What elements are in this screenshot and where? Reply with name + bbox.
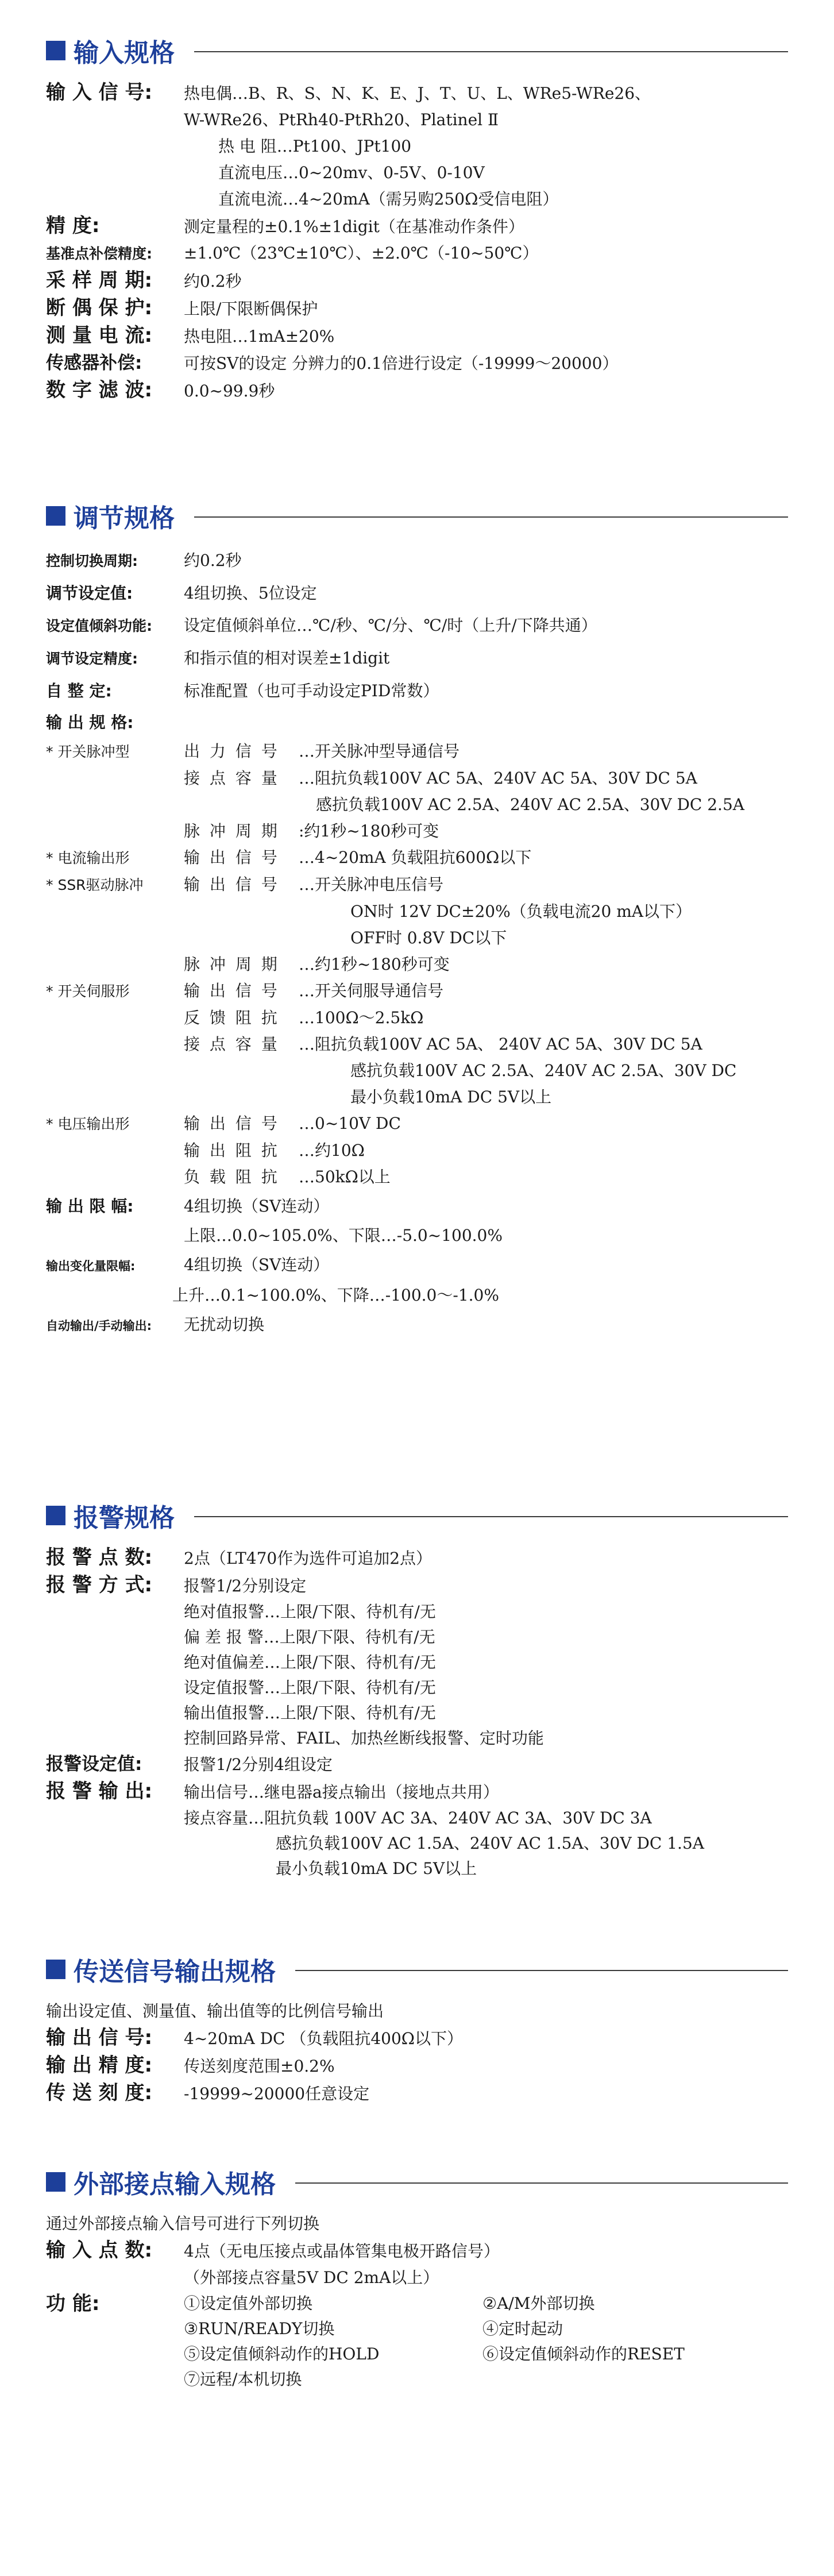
spec-label: 控制切换周期: xyxy=(46,553,138,569)
spec-value: 报警1/2分别设定 xyxy=(184,1576,307,1595)
output-type-ssr xyxy=(46,871,788,898)
output-type-voltage xyxy=(46,1110,788,1137)
sub-value-continued: 最小负载10mA DC 5V以上 xyxy=(350,1088,552,1106)
section-divider xyxy=(295,1970,788,1971)
spec-value: 约0.2秒 xyxy=(184,272,242,291)
spec-row-signal xyxy=(46,2024,788,2052)
spec-value-continued: 上升…0.1~100.0%、下降…-100.0～-1.0% xyxy=(172,1286,499,1305)
spec-row-input-signal xyxy=(46,79,788,107)
spec-value: 4点（无电压接点或晶体管集电极开路信号） xyxy=(184,2242,500,2261)
spec-label: 输 出 限 幅: xyxy=(46,1197,134,1216)
alarm-contact-capacity: 最小负载10mA DC 5V以上 xyxy=(276,1859,477,1878)
spec-label: 报 警 方 式: xyxy=(46,1574,153,1596)
spec-label: 传 送 刻 度: xyxy=(46,2081,153,2104)
sub-key: 输 出 阻 抗 xyxy=(184,1141,280,1160)
sub-value-continued: ON时 12V DC±20%（负载电流20 mA以下） xyxy=(350,902,692,921)
function-item: ⑥设定值倾斜动作的RESET xyxy=(482,2344,685,2363)
spec-value: 上限/下限断偶保护 xyxy=(184,299,318,318)
alarm-type-item: 控制回路异常、FAIL、加热丝断线报警、定时功能 xyxy=(184,1729,544,1748)
spec-value-continued: 上限…0.0~105.0%、下限…-5.0~100.0% xyxy=(184,1226,503,1245)
sub-key: 负 载 阻 抗 xyxy=(184,1167,280,1186)
spec-row-burnout xyxy=(46,295,788,322)
spec-label: 输 入 点 数: xyxy=(46,2239,153,2262)
sub-value-continued: 感抗负载100V AC 2.5A、240V AC 2.5A、30V DC xyxy=(350,1061,737,1080)
spec-row-cjc xyxy=(46,240,788,267)
sub-key: 输 出 信 号 xyxy=(184,875,280,894)
spec-row-filter xyxy=(46,377,788,404)
section-header xyxy=(46,2159,788,2205)
spec-row-sensor xyxy=(46,350,788,377)
sub-key: 接 点 容 量 xyxy=(184,1035,280,1054)
section-intro: 输出设定值、测量值、输出值等的比例信号输出 xyxy=(46,2002,384,2020)
section-square-icon xyxy=(46,2172,65,2192)
sub-row xyxy=(46,818,788,844)
sub-value: …100Ω～2.5kΩ xyxy=(299,1008,424,1027)
section-title: 外部接点输入规格 xyxy=(74,2170,276,2199)
spec-value: 4~20mA DC （负载阻抗400Ω以下） xyxy=(184,2029,464,2048)
output-type-label: * 开关脉冲型 xyxy=(46,743,130,760)
spec-label: 自动输出/手动输出: xyxy=(46,1319,152,1333)
sub-key: 反 馈 阻 抗 xyxy=(184,1008,280,1027)
alarm-type-item: 绝对值报警…上限/下限、待机有/无 xyxy=(184,1602,436,1621)
spec-label: 数 字 滤 波: xyxy=(46,379,153,402)
spec-label: 精 度: xyxy=(46,214,100,237)
sub-row xyxy=(46,1137,788,1164)
sub-row xyxy=(46,765,788,792)
section-square-icon xyxy=(46,1960,65,1979)
alarm-contact-capacity: 接点容量…阻抗负载 100V AC 3A、240V AC 3A、30V DC 3A xyxy=(184,1808,652,1827)
spec-row-rate xyxy=(46,1249,788,1282)
spec-row-setvalue xyxy=(46,577,788,610)
section-divider xyxy=(194,516,788,518)
sub-value: …阻抗负载100V AC 5A、240V AC 5A、30V DC 5A xyxy=(299,769,697,788)
control-spec-section xyxy=(46,493,788,1342)
spec-label: 调节设定精度: xyxy=(46,650,138,667)
alarm-type-item: 输出值报警…上限/下限、待机有/无 xyxy=(184,1703,436,1722)
spec-label: 调节设定值: xyxy=(46,584,133,603)
sub-value: :约1秒~180秒可变 xyxy=(299,822,439,840)
section-header xyxy=(46,28,788,74)
spec-value: ±1.0℃（23℃±10℃）、±2.0℃（-10~50℃） xyxy=(184,244,539,263)
sub-value: …4~20mA 负载阻抗600Ω以下 xyxy=(299,848,532,867)
sub-key: 接 点 容 量 xyxy=(184,769,280,788)
spec-label: 输 出 信 号: xyxy=(46,2026,153,2049)
sub-key: 出 力 信 号 xyxy=(184,742,280,761)
output-type-label: * 电压输出形 xyxy=(46,1116,130,1132)
spec-value: 设定值倾斜单位…℃/秒、℃/分、℃/时（上升/下降共通） xyxy=(184,616,597,635)
spec-label: 自 整 定: xyxy=(46,681,112,700)
sub-value: …约10Ω xyxy=(299,1141,365,1160)
spec-value: 输出信号…继电器a接点输出（接地点共用） xyxy=(184,1783,499,1802)
spec-value: 4组切换（SV连动） xyxy=(184,1255,330,1274)
section-intro: 通过外部接点输入信号可进行下列切换 xyxy=(46,2214,320,2233)
transfer-spec-section xyxy=(46,1946,788,2107)
sub-key: 脉 冲 周 期 xyxy=(184,955,280,974)
spec-row-output xyxy=(46,1778,788,1806)
output-type-label: * 开关伺服形 xyxy=(46,983,130,1000)
output-type-relay xyxy=(46,738,788,765)
sub-value-continued: OFF时 0.8V DC以下 xyxy=(350,928,507,947)
section-square-icon xyxy=(46,506,65,526)
section-header xyxy=(46,1493,788,1538)
spec-value-continued: W-WRe26、PtRh40-PtRh20、Platinel Ⅱ xyxy=(184,110,499,129)
section-divider xyxy=(295,2182,788,2184)
function-list xyxy=(184,2291,747,2392)
spec-label: 传感器补偿: xyxy=(46,353,142,373)
function-item: ⑤设定值倾斜动作的HOLD xyxy=(184,2344,380,2363)
spec-row-precision xyxy=(46,642,788,675)
spec-row-sample xyxy=(46,267,788,295)
spec-row-points xyxy=(46,2237,788,2265)
spec-row-am xyxy=(46,1309,788,1342)
function-item: ⑦远程/本机切换 xyxy=(184,2370,302,2389)
spec-value: 测定量程的±0.1%±1digit（在基准动作条件） xyxy=(184,217,524,236)
function-item: ③RUN/READY切换 xyxy=(184,2319,335,2338)
section-square-icon xyxy=(46,1506,65,1525)
spec-label: 输 出 规 格: xyxy=(46,713,134,732)
sub-value: …开关脉冲电压信号 xyxy=(299,875,444,894)
spec-label: 输 入 信 号: xyxy=(46,81,153,104)
spec-value: 4组切换（SV连动） xyxy=(184,1197,330,1216)
spec-value: 传送刻度范围±0.2% xyxy=(184,2057,335,2076)
spec-row-switch xyxy=(46,545,788,577)
function-item: ②A/M外部切换 xyxy=(482,2294,595,2313)
spec-value: 2点（LT470作为选件可追加2点） xyxy=(184,1549,433,1568)
sub-value: …阻抗负载100V AC 5A、 240V AC 5A、30V DC 5A xyxy=(299,1035,702,1054)
section-divider xyxy=(194,51,788,52)
function-item: ④定时起动 xyxy=(482,2319,563,2338)
section-divider xyxy=(194,1516,788,1517)
spec-value-continued: （外部接点容量5V DC 2mA以上） xyxy=(184,2268,439,2287)
sub-row xyxy=(46,951,788,978)
alarm-type-item: 设定值报警…上限/下限、待机有/无 xyxy=(184,1678,436,1697)
section-header xyxy=(46,493,788,539)
spec-row-precision xyxy=(46,2052,788,2080)
sub-value: …开关脉冲型导通信号 xyxy=(299,742,460,761)
sub-value: …开关伺服导通信号 xyxy=(299,981,444,1000)
function-item: ①设定值外部切换 xyxy=(184,2294,313,2313)
output-type-label: * SSR驱动脉冲 xyxy=(46,877,144,893)
spec-label: 报警设定值: xyxy=(46,1754,142,1775)
section-title: 传送信号输出规格 xyxy=(74,1957,276,1987)
spec-row-ramp xyxy=(46,610,788,642)
spec-row-functions xyxy=(46,2291,788,2392)
spec-row-scale xyxy=(46,2080,788,2107)
sub-value: …50kΩ以上 xyxy=(299,1167,391,1186)
spec-value-dci: 直流电流…4~20mA（需另购250Ω受信电阻） xyxy=(218,190,559,209)
spec-value: 标准配置（也可手动设定PID常数） xyxy=(184,681,439,700)
spec-value: -19999~20000任意设定 xyxy=(184,2084,370,2103)
alarm-contact-capacity: 感抗负载100V AC 1.5A、240V AC 1.5A、30V DC 1.5A xyxy=(276,1834,704,1853)
sub-key: 输 出 信 号 xyxy=(184,848,280,867)
spec-row-points xyxy=(46,1544,788,1572)
spec-value: 约0.2秒 xyxy=(184,551,242,570)
spec-value: 热电阻…1mA±20% xyxy=(184,327,335,346)
spec-row-output xyxy=(46,707,788,738)
sub-value: …约1秒~180秒可变 xyxy=(299,955,450,974)
sub-key: 输 出 信 号 xyxy=(184,1114,280,1133)
spec-value: 4组切换、5位设定 xyxy=(184,584,317,603)
output-type-label: * 电流输出形 xyxy=(46,850,130,866)
section-header xyxy=(46,1946,788,1992)
sub-key: 输 出 信 号 xyxy=(184,981,280,1000)
sub-value-continued: 感抗负载100V AC 2.5A、240V AC 2.5A、30V DC 2.5A xyxy=(316,795,744,814)
section-square-icon xyxy=(46,41,65,60)
sub-key: 脉 冲 周 期 xyxy=(184,822,280,840)
spec-label: 报 警 输 出: xyxy=(46,1780,153,1803)
section-title: 调节规格 xyxy=(74,504,175,533)
spec-row-mode xyxy=(46,1572,788,1599)
section-title: 报警规格 xyxy=(74,1503,175,1533)
spec-label: 测 量 电 流: xyxy=(46,324,153,347)
spec-value: 和指示值的相对误差±1digit xyxy=(184,649,390,668)
spec-value-rtd: 热 电 阻…Pt100、JPt100 xyxy=(218,137,412,156)
spec-row-limit xyxy=(46,1190,788,1223)
spec-row-current xyxy=(46,322,788,350)
spec-value: 可按SV的设定 分辨力的0.1倍进行设定（-19999～20000） xyxy=(184,354,619,373)
external-input-section xyxy=(46,2159,788,2392)
spec-row-autotune xyxy=(46,675,788,707)
spec-value: 无扰动切换 xyxy=(184,1315,265,1334)
spec-label: 设定值倾斜功能: xyxy=(46,618,152,634)
alarm-type-item: 偏 差 报 警…上限/下限、待机有/无 xyxy=(184,1628,435,1646)
sub-row xyxy=(46,1031,788,1058)
sub-row xyxy=(46,1005,788,1031)
sub-row xyxy=(46,1164,788,1190)
spec-value: 热电偶…B、R、S、N、K、E、J、T、U、L、WRe5-WRe26、 xyxy=(184,84,651,103)
spec-label: 基准点补偿精度: xyxy=(46,245,152,262)
spec-value: 0.0~99.9秒 xyxy=(184,381,275,400)
alarm-type-item: 绝对值偏差…上限/下限、待机有/无 xyxy=(184,1653,436,1672)
spec-row-setting xyxy=(46,1751,788,1778)
section-title: 输入规格 xyxy=(74,38,175,68)
spec-value: 报警1/2分别4组设定 xyxy=(184,1755,333,1774)
input-spec-section xyxy=(46,28,788,404)
spec-label: 功 能: xyxy=(46,2292,100,2315)
spec-label: 报 警 点 数: xyxy=(46,1546,153,1569)
spec-label: 采 样 周 期: xyxy=(46,269,153,292)
output-type-servo xyxy=(46,978,788,1005)
spec-value-dcv: 直流电压…0~20mv、0-5V、0-10V xyxy=(218,163,485,182)
spec-label: 输出变化量限幅: xyxy=(46,1259,136,1273)
spec-label: 断 偶 保 护: xyxy=(46,296,153,319)
spec-label: 输 出 精 度: xyxy=(46,2054,153,2077)
output-type-current xyxy=(46,844,788,871)
spec-row-accuracy xyxy=(46,213,788,240)
sub-value: …0~10V DC xyxy=(299,1114,401,1133)
alarm-spec-section xyxy=(46,1493,788,1881)
